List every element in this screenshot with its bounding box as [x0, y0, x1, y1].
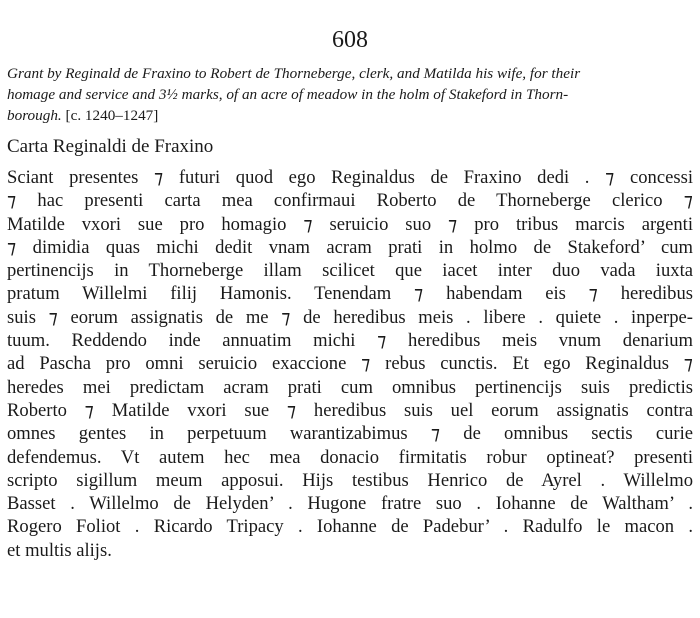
summary-line-2: homage and service and 3½ marks, of an acre of meadow in the holm of Stakeford in Thorn-: [7, 86, 569, 103]
charter-text: [7, 166, 693, 562]
charter-line-8: tuum. Reddendo inde annuatim michi ⁊ heredibus meis vnum denarium: [7, 330, 693, 352]
charter-line-5: pertinencijs in Thorneberge illam scilicet que iacet inter duo vada iuxta: [7, 260, 693, 282]
charter-line-9: ad Pascha pro omni seruicio exaccione ⁊ rebus cunctis. Et ego Reginaldus ⁊: [7, 353, 693, 375]
document-page: [7, 0, 693, 562]
charter-line-6: pratum Willelmi filij Hamonis. Tenendam ⁊ habendam eis ⁊ heredibus: [7, 283, 693, 305]
page-number: 608: [332, 27, 368, 53]
charter-line-12: omnes gentes in perpetuum warantizabimus ⁊ de omnibus sectis curie: [7, 423, 693, 445]
charter-line-3: Matilde vxori sue pro homagio ⁊ seruicio suo ⁊ pro tribus marcis argenti: [7, 213, 693, 235]
charter-line-14: scripto sigillum meum apposui. Hijs testibus Henrico de Ayrel . Willelmo: [7, 469, 693, 491]
charter-line-10: heredes mei predictam acram prati cum omnibus pertinencijs suis predictis: [7, 376, 693, 398]
charter-line-16: Rogero Foliot . Ricardo Tripacy . Iohanne de Padebur’ . Radulfo le macon .: [7, 516, 693, 538]
document-summary: [7, 63, 693, 126]
charter-line-15: Basset . Willelmo de Helyden’ . Hugone fratre suo . Iohanne de Waltham’ .: [7, 493, 693, 515]
charter-title: Carta Reginaldi de Fraxino: [7, 136, 214, 157]
charter-line-13: defendemus. Vt autem hec mea donacio firmitatis robur optineat? presenti: [7, 446, 693, 468]
charter-line-1: Sciant presentes ⁊ futuri quod ego Reginaldus de Fraxino dedi . ⁊ concessi: [7, 167, 693, 188]
charter-line-7: suis ⁊ eorum assignatis de me ⁊ de heredibus meis . libere . quiete . inperpe-: [7, 306, 693, 328]
summary-line-3-text: borough.: [7, 107, 62, 124]
charter-line-4: ⁊ dimidia quas michi dedit vnam acram prati in holmo de Stakeford’ cum: [7, 236, 693, 258]
charter-line-2: ⁊ hac presenti carta mea confirmaui Roberto de Thorneberge clerico ⁊: [7, 190, 693, 212]
summary-date: [c. 1240–1247]: [65, 107, 159, 124]
summary-line-3: [7, 105, 693, 126]
summary-line-1: Grant by Reginald de Fraxino to Robert de Thorneberge, clerk, and Matilda his wife, for their: [7, 65, 581, 82]
charter-line-17: et multis alijs.: [7, 539, 112, 561]
charter-line-11: Roberto ⁊ Matilde vxori sue ⁊ heredibus suis uel eorum assignatis contra: [7, 399, 693, 421]
